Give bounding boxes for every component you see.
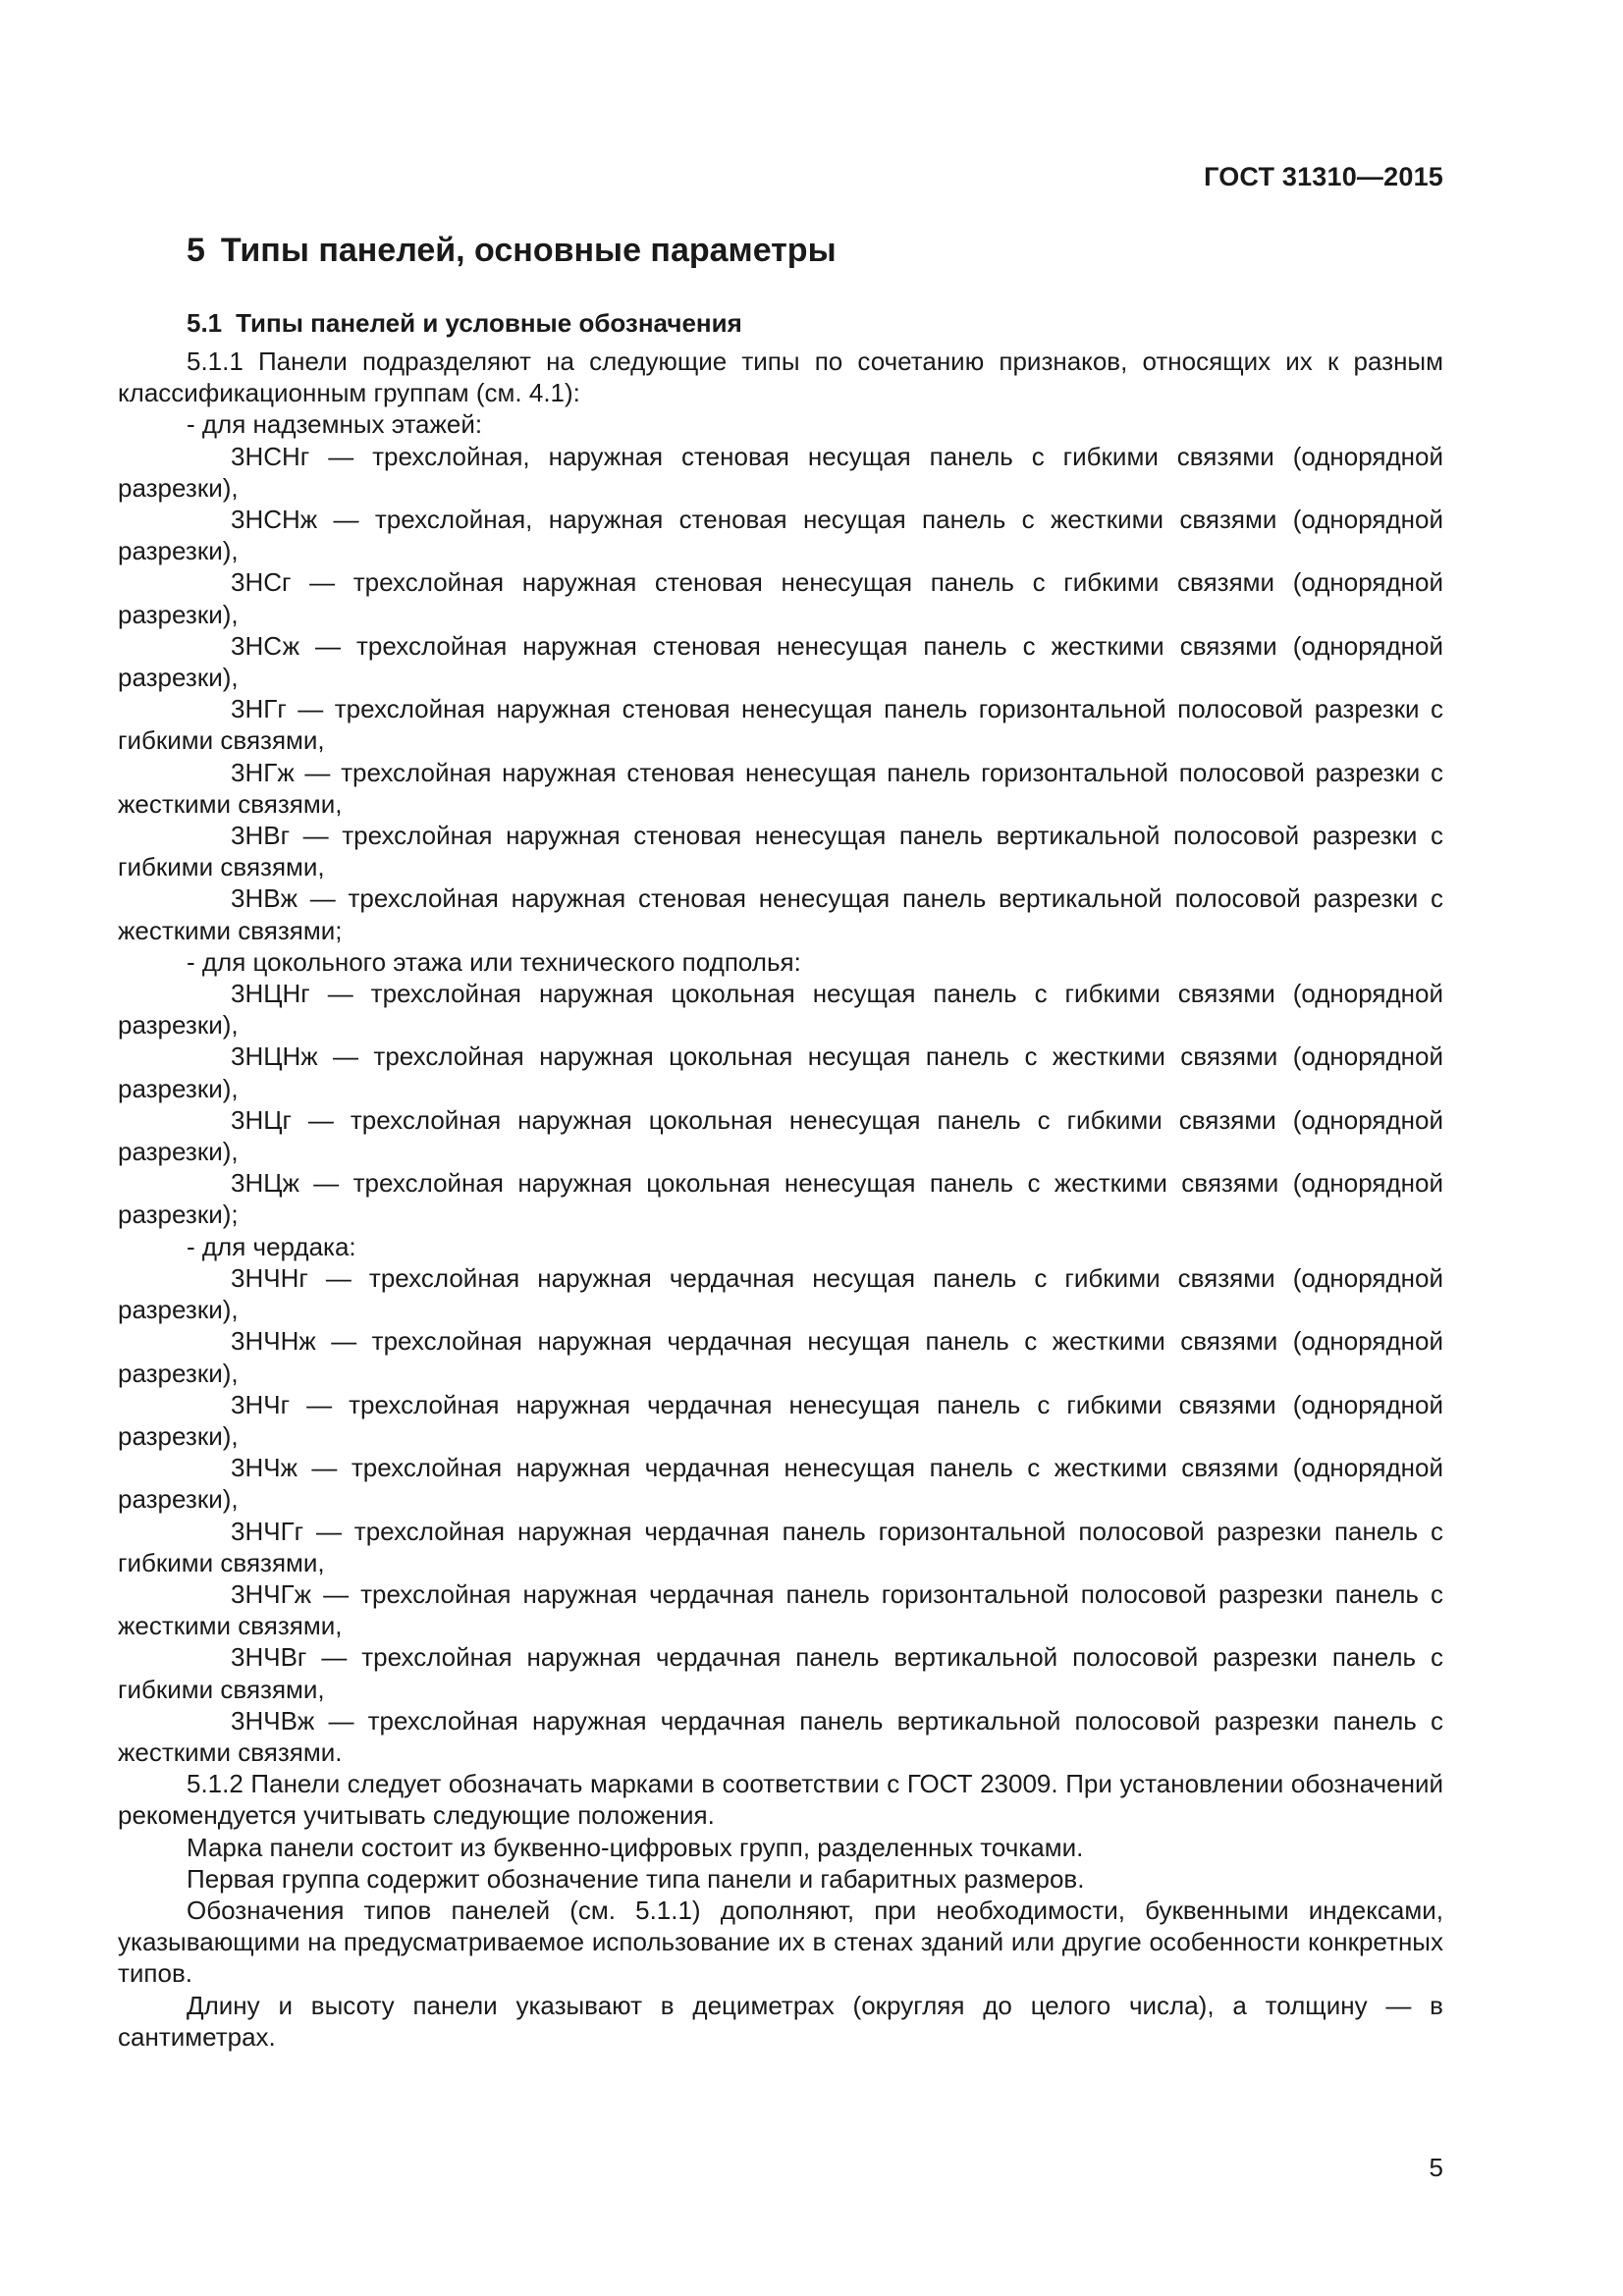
clause-5-1-2-paragraph: Первая группа содержит обозначение типа панели и габаритных размеров.	[187, 1863, 1085, 1894]
panel-type-item: 3НСж — трехслойная наружная стеновая ненесущая панель с жесткими связями (однорядной разрезки),	[118, 630, 1443, 693]
panel-type-item: 3НСг — трехслойная наружная стеновая ненесущая панель с гибкими связями (однорядной разрезки),	[118, 567, 1443, 629]
panel-type-item: 3НВж — трехслойная наружная стеновая ненесущая панель вертикальной полосовой разрезки с жесткими связями;	[118, 883, 1443, 945]
panel-type-item: 3НСНг — трехслойная, наружная стеновая несущая панель с гибкими связями (однорядной разрезки),	[118, 441, 1443, 503]
panel-type-item: 3НЦНг — трехслойная наружная цокольная несущая панель с гибкими связями (однорядной разрезки),	[118, 979, 1443, 1041]
body-text	[118, 346, 1443, 2053]
clause-5-1-1-intro: 5.1.1 Панели подразделяют на следующие типы по сочетанию признаков, относящих их к разным классификационным группам (см. 4.1):	[118, 347, 1443, 408]
section-heading	[187, 232, 837, 270]
section-number: 5	[187, 232, 205, 269]
panel-type-item: 3НЦж — трехслойная наружная цокольная ненесущая панель с жесткими связями (однорядной разрезки);	[118, 1168, 1443, 1230]
panel-type-item: 3НЧНг — трехслойная наружная чердачная несущая панель с гибкими связями (однорядной разрезки),	[118, 1262, 1443, 1325]
panel-type-item: 3НЧж — трехслойная наружная чердачная ненесущая панель с жесткими связями (однорядной разрезки),	[118, 1453, 1443, 1515]
subsection-heading	[187, 308, 742, 339]
group-label-attic: - для чердака:	[187, 1231, 356, 1261]
panel-type-item: 3НЦНж — трехслойная наружная цокольная несущая панель с жесткими связями (однорядной разрезки),	[118, 1041, 1443, 1103]
panel-type-item: 3НЧГж — трехслойная наружная чердачная панель горизонтальной полосовой разрезки панель с жесткими связями,	[118, 1578, 1443, 1641]
clause-5-1-2-paragraph: Марка панели состоит из буквенно-цифровых групп, разделенных точками.	[187, 1832, 1084, 1862]
panel-type-item: 3НЧВж — трехслойная наружная чердачная панель вертикальной полосовой разрезки панель с жесткими связями.	[118, 1705, 1443, 1767]
clause-5-1-2-paragraph: Длину и высоту панели указывают в дециметрах (округляя до целого числа), а толщину — в сантиметрах.	[118, 1990, 1443, 2052]
page-number: 5	[1429, 2153, 1443, 2182]
subsection-number: 5.1	[187, 308, 223, 338]
panel-type-item: 3НГг — трехслойная наружная стеновая ненесущая панель горизонтальной полосовой разрезки с гибкими связями,	[118, 694, 1443, 756]
clause-5-1-2-paragraph: 5.1.2 Панели следует обозначать марками в соответствии с ГОСТ 23009. При установлении обозначений рекомендуется учитывать следующие положения.	[118, 1769, 1443, 1831]
group-label-basement: - для цокольного этажа или технического подполья:	[187, 946, 801, 977]
panel-type-item: 3НЧГг — трехслойная наружная чердачная панель горизонтальной полосовой разрезки панель с гибкими связями,	[118, 1516, 1443, 1577]
clause-5-1-2-paragraph: Обозначения типов панелей (см. 5.1.1) дополняют, при необходимости, буквенными индексами, указывающими на предусматриваемое использование их в стенах зданий или другие особенности конкретных типов.	[118, 1895, 1443, 1989]
panel-type-item: 3НВг — трехслойная наружная стеновая ненесущая панель вертикальной полосовой разрезки с гибкими связями,	[118, 821, 1443, 882]
panel-type-item: 3НСНж — трехслойная, наружная стеновая несущая панель с жесткими связями (однорядной разрезки),	[118, 505, 1443, 566]
panel-type-item: 3НГж — трехслойная наружная стеновая ненесущая панель горизонтальной полосовой разрезки с жесткими связями,	[118, 757, 1443, 819]
panel-type-item: 3НЧг — трехслойная наружная чердачная ненесущая панель с гибкими связями (однорядной разрезки),	[118, 1389, 1443, 1451]
panel-type-item: 3НЦг — трехслойная наружная цокольная ненесущая панель с гибкими связями (однорядной разрезки),	[118, 1104, 1443, 1167]
subsection-title: Типы панелей и условные обозначения	[236, 308, 742, 338]
panel-type-item: 3НЧНж — трехслойная наружная чердачная несущая панель с жесткими связями (однорядной разрезки),	[118, 1326, 1443, 1388]
document-code: ГОСТ 31310—2015	[1204, 162, 1443, 191]
group-label-above-ground: - для надземных этажей:	[187, 409, 483, 440]
panel-type-item: 3НЧВг — трехслойная наружная чердачная панель вертикальной полосовой разрезки панель с гибкими связями,	[118, 1642, 1443, 1704]
section-title: Типы панелей, основные параметры	[220, 232, 837, 269]
